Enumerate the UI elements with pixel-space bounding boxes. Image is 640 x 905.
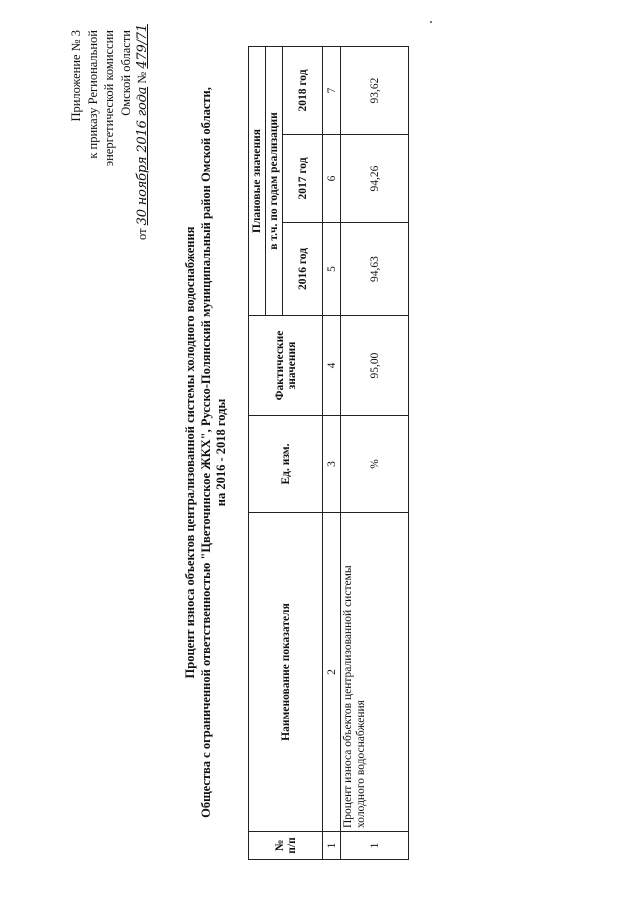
title-line-3: на 2016 - 2018 годы (214, 398, 228, 507)
appendix-number-label: № (135, 71, 149, 84)
appendix-line-3: энергетической комиссии (102, 30, 116, 167)
row-value-2017: 94,26 (341, 135, 409, 223)
appendix-block (68, 24, 152, 240)
row-unit: % (341, 416, 409, 513)
header-2017: 2017 год (283, 135, 323, 223)
column-number: 6 (323, 135, 341, 223)
column-number: 1 (323, 832, 341, 860)
handwritten-date: 30 ноября 2016 года (135, 86, 150, 226)
handwritten-number: 479/71 (135, 24, 150, 69)
title-line-2: Общества с ограниченной ответственностью "Цветочинское ЖКХ", Русско-Полянский муниципальный район Омской области, (198, 87, 213, 818)
row-value-2016: 94,63 (341, 223, 409, 316)
column-number-row (323, 46, 341, 859)
row-num: 1 (341, 832, 409, 860)
column-number: 3 (323, 416, 341, 513)
column-number: 7 (323, 46, 341, 134)
header-unit: Ед. изм. (249, 416, 323, 513)
header-2016: 2016 год (283, 223, 323, 316)
column-number: 5 (323, 223, 341, 316)
header-row-1 (249, 46, 266, 859)
header-planned: Плановые значения (249, 46, 266, 315)
appendix-line-2: к приказу Региональной (85, 30, 100, 159)
header-by-years: в т.ч. по годам реализации (266, 46, 283, 315)
header-2018: 2018 год (283, 46, 323, 134)
header-num: № п/п (249, 832, 323, 860)
header-name: Наименование показателя (249, 513, 323, 832)
indicators-table (248, 46, 409, 860)
table-row (341, 46, 409, 859)
title-line-1: Процент износа объектов централизованной системы холодного водоснабжения (183, 226, 197, 679)
row-indicator-name: Процент износа объектов централизованной системы холодного водоснабжения (341, 513, 409, 832)
appendix-line-4: Омской области (118, 30, 133, 116)
column-number: 4 (323, 316, 341, 416)
column-number: 2 (323, 513, 341, 832)
document-title (183, 0, 230, 905)
row-actual-value: 95,00 (341, 316, 409, 416)
appendix-line-1: Приложение № 3 (69, 30, 83, 122)
appendix-date-line (134, 24, 152, 240)
appendix-from-label: от (135, 228, 149, 240)
row-value-2018: 93,62 (341, 46, 409, 134)
scan-speck (430, 21, 432, 23)
header-actual: Фактические значения (249, 316, 323, 416)
